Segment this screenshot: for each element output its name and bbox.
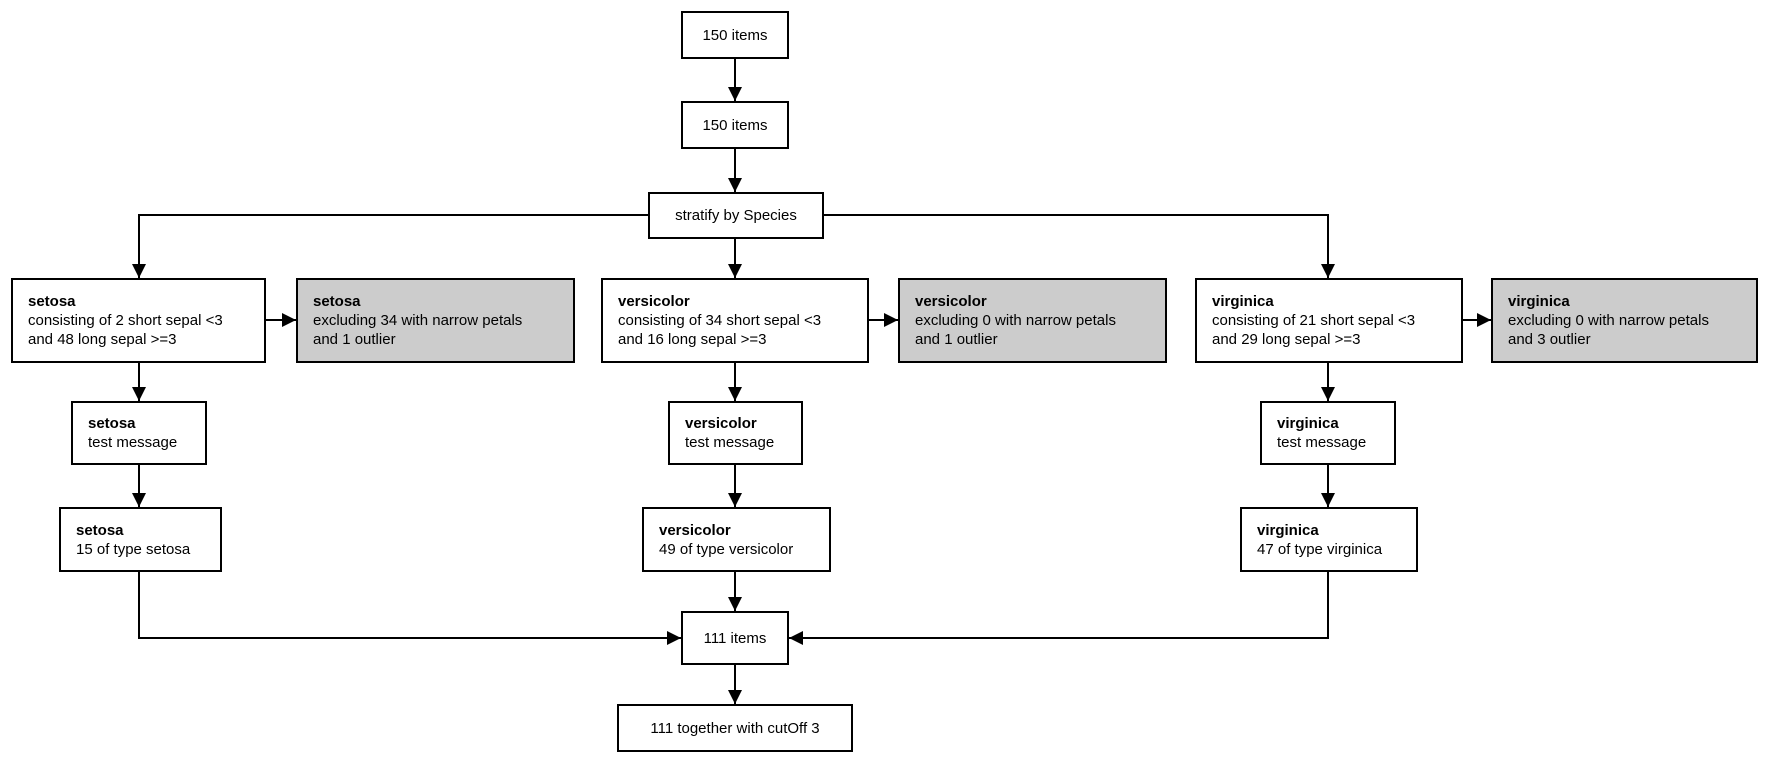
arrow-setosa-count-to-merge <box>139 572 681 638</box>
node-line: consisting of 2 short sepal <3 <box>28 312 223 329</box>
node-line: and 1 outlier <box>915 331 998 348</box>
node-title: virginica <box>1257 521 1319 539</box>
node-line: consisting of 21 short sepal <3 <box>1212 312 1416 329</box>
node-virginica-excluded <box>1491 278 1758 363</box>
node-versicolor-test <box>668 401 803 465</box>
node-title: setosa <box>313 293 361 310</box>
node-line: test message <box>685 434 775 451</box>
node-items-start <box>681 11 789 59</box>
node-setosa-test <box>71 401 207 465</box>
node-versicolor-subgroup <box>601 278 869 363</box>
arrow-virginica-count-to-merge <box>789 572 1328 638</box>
node-title: setosa <box>76 521 124 539</box>
node-line: and 16 long sepal >=3 <box>618 331 767 348</box>
node-line: 49 of type versicolor <box>659 540 794 558</box>
node-setosa-subgroup <box>11 278 266 363</box>
node-merge <box>681 611 789 665</box>
node-line: and 48 long sepal >=3 <box>28 331 177 348</box>
node-line: test message <box>1277 434 1367 451</box>
node-title: setosa <box>28 293 76 310</box>
node-title: virginica <box>1508 293 1570 310</box>
node-line: excluding 34 with narrow petals <box>313 312 523 329</box>
node-title: versicolor <box>915 293 987 310</box>
node-items-pipeline <box>681 101 789 149</box>
node-versicolor-excluded <box>898 278 1167 363</box>
node-virginica-count <box>1240 507 1418 572</box>
node-label: 150 items <box>702 116 768 134</box>
node-title: virginica <box>1277 415 1339 432</box>
node-title: virginica <box>1212 293 1274 310</box>
node-label: stratify by Species <box>675 207 797 224</box>
arrow-stratify-to-setosa <box>139 215 648 278</box>
node-line: consisting of 34 short sepal <3 <box>618 312 822 329</box>
node-line: test message <box>88 434 178 451</box>
node-title: versicolor <box>685 415 757 432</box>
node-final <box>617 704 853 752</box>
node-title: versicolor <box>659 521 731 539</box>
node-line: and 3 outlier <box>1508 331 1591 348</box>
node-line: 15 of type setosa <box>76 540 191 558</box>
node-line: and 29 long sepal >=3 <box>1212 331 1361 348</box>
node-label: 111 together with cutOff 3 <box>650 719 820 737</box>
node-line: excluding 0 with narrow petals <box>915 312 1116 329</box>
node-virginica-subgroup <box>1195 278 1463 363</box>
node-title: setosa <box>88 415 136 432</box>
node-label: 150 items <box>702 26 768 44</box>
node-versicolor-count <box>642 507 831 572</box>
node-stratify <box>648 192 824 239</box>
node-setosa-excluded <box>296 278 575 363</box>
node-title: versicolor <box>618 293 690 310</box>
node-label: 111 items <box>703 629 767 647</box>
arrow-stratify-to-virginica <box>824 215 1328 278</box>
node-virginica-test <box>1260 401 1396 465</box>
node-line: 47 of type virginica <box>1257 540 1383 558</box>
node-setosa-count <box>59 507 222 572</box>
node-line: and 1 outlier <box>313 331 396 348</box>
node-line: excluding 0 with narrow petals <box>1508 312 1709 329</box>
